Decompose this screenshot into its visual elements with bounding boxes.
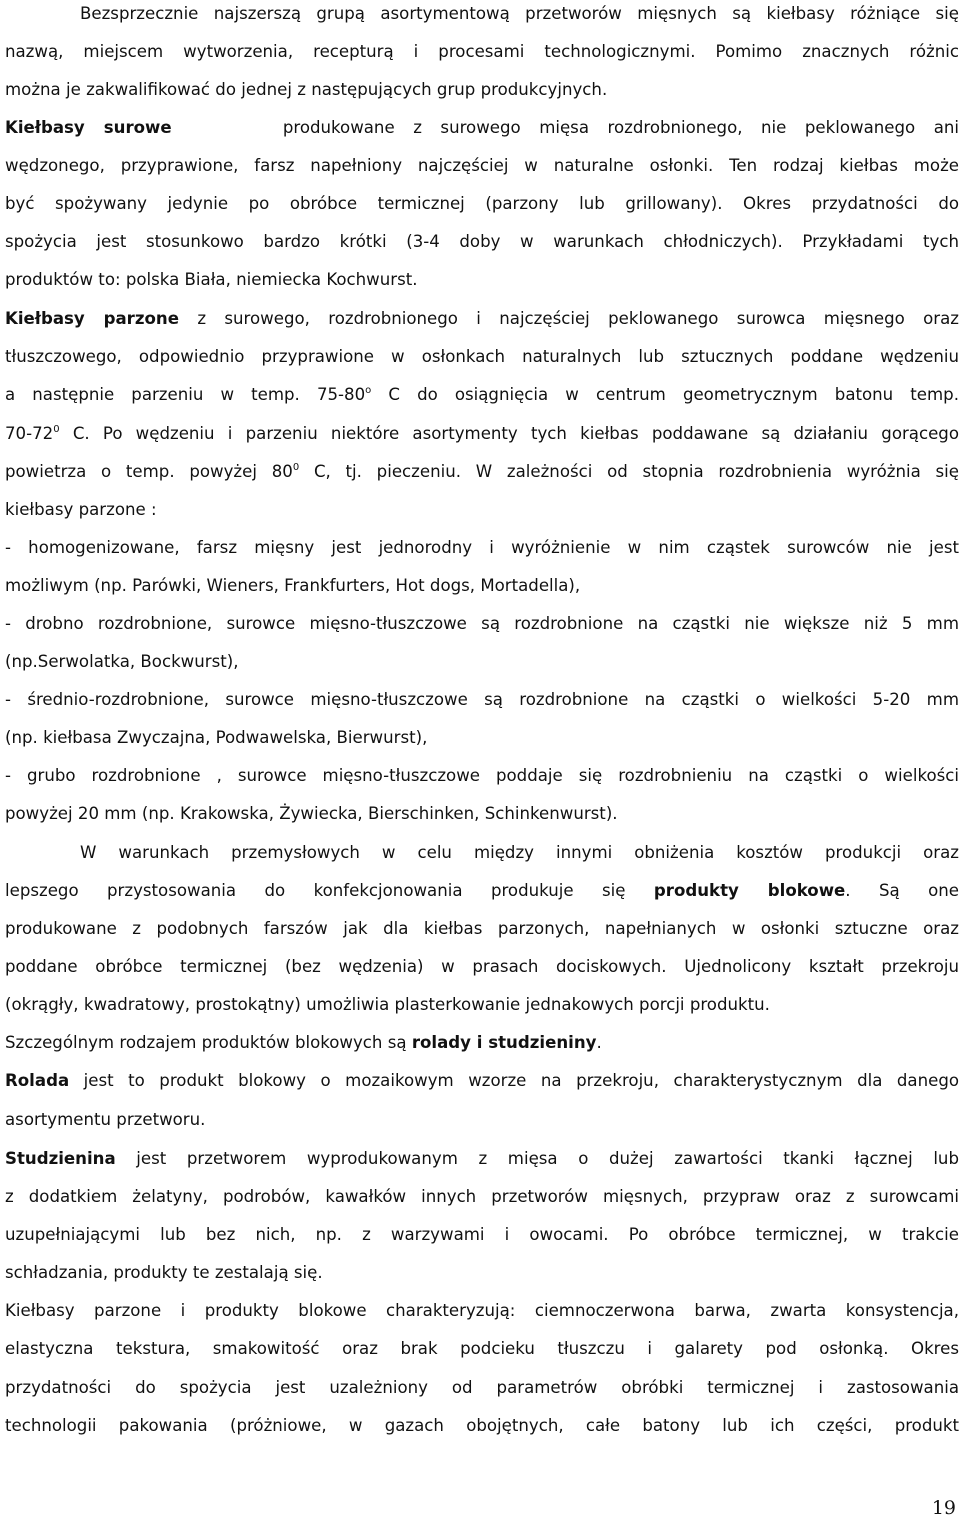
- type-drobno-line-1: - drobno rozdrobnione, surowce mięsno-tłuszczowe są rozdrobnione na cząstki nie większe niż 5 mm: [5, 614, 959, 633]
- studzienina-line-2: z dodatkiem żelatyny, podrobów, kawałków innych przetworów mięsnych, przypraw oraz z surowcami: [5, 1187, 959, 1206]
- type-srednio-line-1: - średnio-rozdrobnione, surowce mięsno-tłuszczowe są rozdrobnione na cząstki o wielkości 5-20 mm: [5, 690, 959, 709]
- parzone-line-3: a następnie parzeniu w temp. 75-80$^o$ C do osiągnięcia w centrum geometrycznym batonu temp.: [5, 385, 959, 404]
- cechy-line-1: Kiełbasy parzone i produkty blokowe charakteryzują: ciemnoczerwona barwa, zwarta konsystencja,: [5, 1301, 959, 1320]
- surowe-line-2: wędzonego, przyprawione, farsz napełniony najczęściej w naturalne osłonki. Ten rodzaj kiełbas może: [5, 156, 959, 175]
- surowe-term: Kiełbasy surowe: [5, 118, 172, 137]
- type-homogenizowane-line-2: możliwym (np. Parówki, Wieners, Frankfurters, Hot dogs, Mortadella),: [5, 576, 581, 595]
- rolada-term: Rolada: [5, 1071, 70, 1090]
- rolada-line-1: Rolada jest to produkt blokowy o mozaikowym wzorze na przekroju, charakterystycznym dla danego: [5, 1071, 959, 1090]
- parzone-line-6: kiełbasy parzone :: [5, 500, 157, 519]
- surowe-line-4: spożycia jest stosunkowo bardzo krótki (3-4 doby w warunkach chłodniczych). Przykładami tych: [5, 232, 959, 251]
- parzone-line-4: $70-72^0$ C. Po wędzeniu i parzeniu niektóre asortymenty tych kiełbas poddawane są działaniu gorącego: [5, 424, 959, 443]
- type-srednio-line-2: (np. kiełbasa Zwyczajna, Podwawelska, Bierwurst),: [5, 728, 428, 747]
- parzone-line-1: Kiełbasy parzone z surowego, rozdrobnionego i najczęściej peklowanego surowca mięsnego oraz: [5, 309, 959, 328]
- type-grubo-line-1: - grubo rozdrobnione , surowce mięsno-tłuszczowe poddaje się rozdrobnieniu na cząstki o wielkości: [5, 766, 959, 785]
- surowe-line-1: Kiełbasy surowe produkowane z surowego mięsa rozdrobnionego, nie peklowanego ani: [5, 118, 959, 137]
- studzienina-line-3: uzupełniającymi lub bez nich, np. z warzywami i owocami. Po obróbce termicznej, w trakcie: [5, 1225, 959, 1244]
- surowe-line-3: być spożywany jedynie po obróbce termicznej (parzony lub grillowany). Okres przydatności do: [5, 194, 959, 213]
- cechy-line-2: elastyczna tekstura, smakowitość oraz brak podcieku tłuszczu i galarety pod osłonką. Okres: [5, 1339, 959, 1358]
- intro-line-3: można je zakwalifikować do jednej z następujących grup produkcyjnych.: [5, 80, 608, 99]
- blokowe-line-1: W warunkach przemysłowych w celu między innymi obniżenia kosztów produkcji oraz: [80, 843, 959, 862]
- cechy-line-4: technologii pakowania (próżniowe, w gazach obojętnych, całe batony lub ich części, produkt: [5, 1416, 959, 1435]
- blokowe-term: produkty blokowe: [653, 881, 846, 900]
- type-homogenizowane-line-1: - homogenizowane, farsz mięsny jest jednorodny i wyróżnienie w nim cząstek surowców nie jest: [5, 538, 959, 557]
- parzone-term: Kiełbasy parzone: [5, 309, 179, 328]
- studzienina-term: Studzienina: [5, 1149, 116, 1168]
- blokowe-line-4: poddane obróbce termicznej (bez wędzenia) w prasach dociskowych. Ujednolicony kształt przekroju: [5, 957, 959, 976]
- rolada-line-2: asortymentu przetworu.: [5, 1110, 206, 1129]
- blokowe-line-6: Szczególnym rodzajem produktów blokowych są rolady i studzieniny.: [5, 1033, 602, 1052]
- blokowe-line-5: (okrągły, kwadratowy, prostokątny) umożliwia plasterkowanie jednakowych porcji produktu.: [5, 995, 770, 1014]
- blokowe-line-2: lepszego przystosowania do konfekcjonowania produkuje się produkty blokowe. Są one: [5, 881, 959, 900]
- surowe-line-5: produktów to: polska Biała, niemiecka Kochwurst.: [5, 270, 418, 289]
- type-grubo-line-2: powyżej 20 mm (np. Krakowska, Żywiecka, Bierschinken, Schinkenwurst).: [5, 804, 618, 823]
- type-drobno-line-2: (np.Serwolatka, Bockwurst),: [5, 652, 239, 671]
- intro-line-1: Bezsprzecznie najszerszą grupą asortymentową przetworów mięsnych są kiełbasy różniące się: [80, 4, 959, 23]
- cechy-line-3: przydatności do spożycia jest uzależniony od parametrów obróbki termicznej i zastosowania: [5, 1378, 959, 1397]
- studzienina-line-4: schładzania, produkty te zestalają się.: [5, 1263, 323, 1282]
- page-number: 19: [931, 1497, 956, 1519]
- intro-line-2: nazwą, miejscem wytworzenia, recepturą i procesami technologicznymi. Pomimo znacznych różnic: [5, 42, 959, 61]
- blokowe-line-3: produkowane z podobnych farszów jak dla kiełbas parzonych, napełnianych w osłonki sztuczne oraz: [5, 919, 959, 938]
- rolady-studzieniny-term: rolady i studzieniny: [411, 1033, 597, 1052]
- parzone-line-2: tłuszczowego, odpowiednio przyprawione w osłonkach naturalnych lub sztucznych poddane wędzeniu: [5, 347, 959, 366]
- parzone-line-5: powietrza o temp. powyżej $80^0$ C, tj. pieczeniu. W zależności od stopnia rozdrobnienia wyróżnia się: [5, 462, 959, 481]
- studzienina-line-1: Studzienina jest przetworem wyprodukowanym z mięsa o dużej zawartości tkanki łącznej lub: [5, 1149, 959, 1168]
